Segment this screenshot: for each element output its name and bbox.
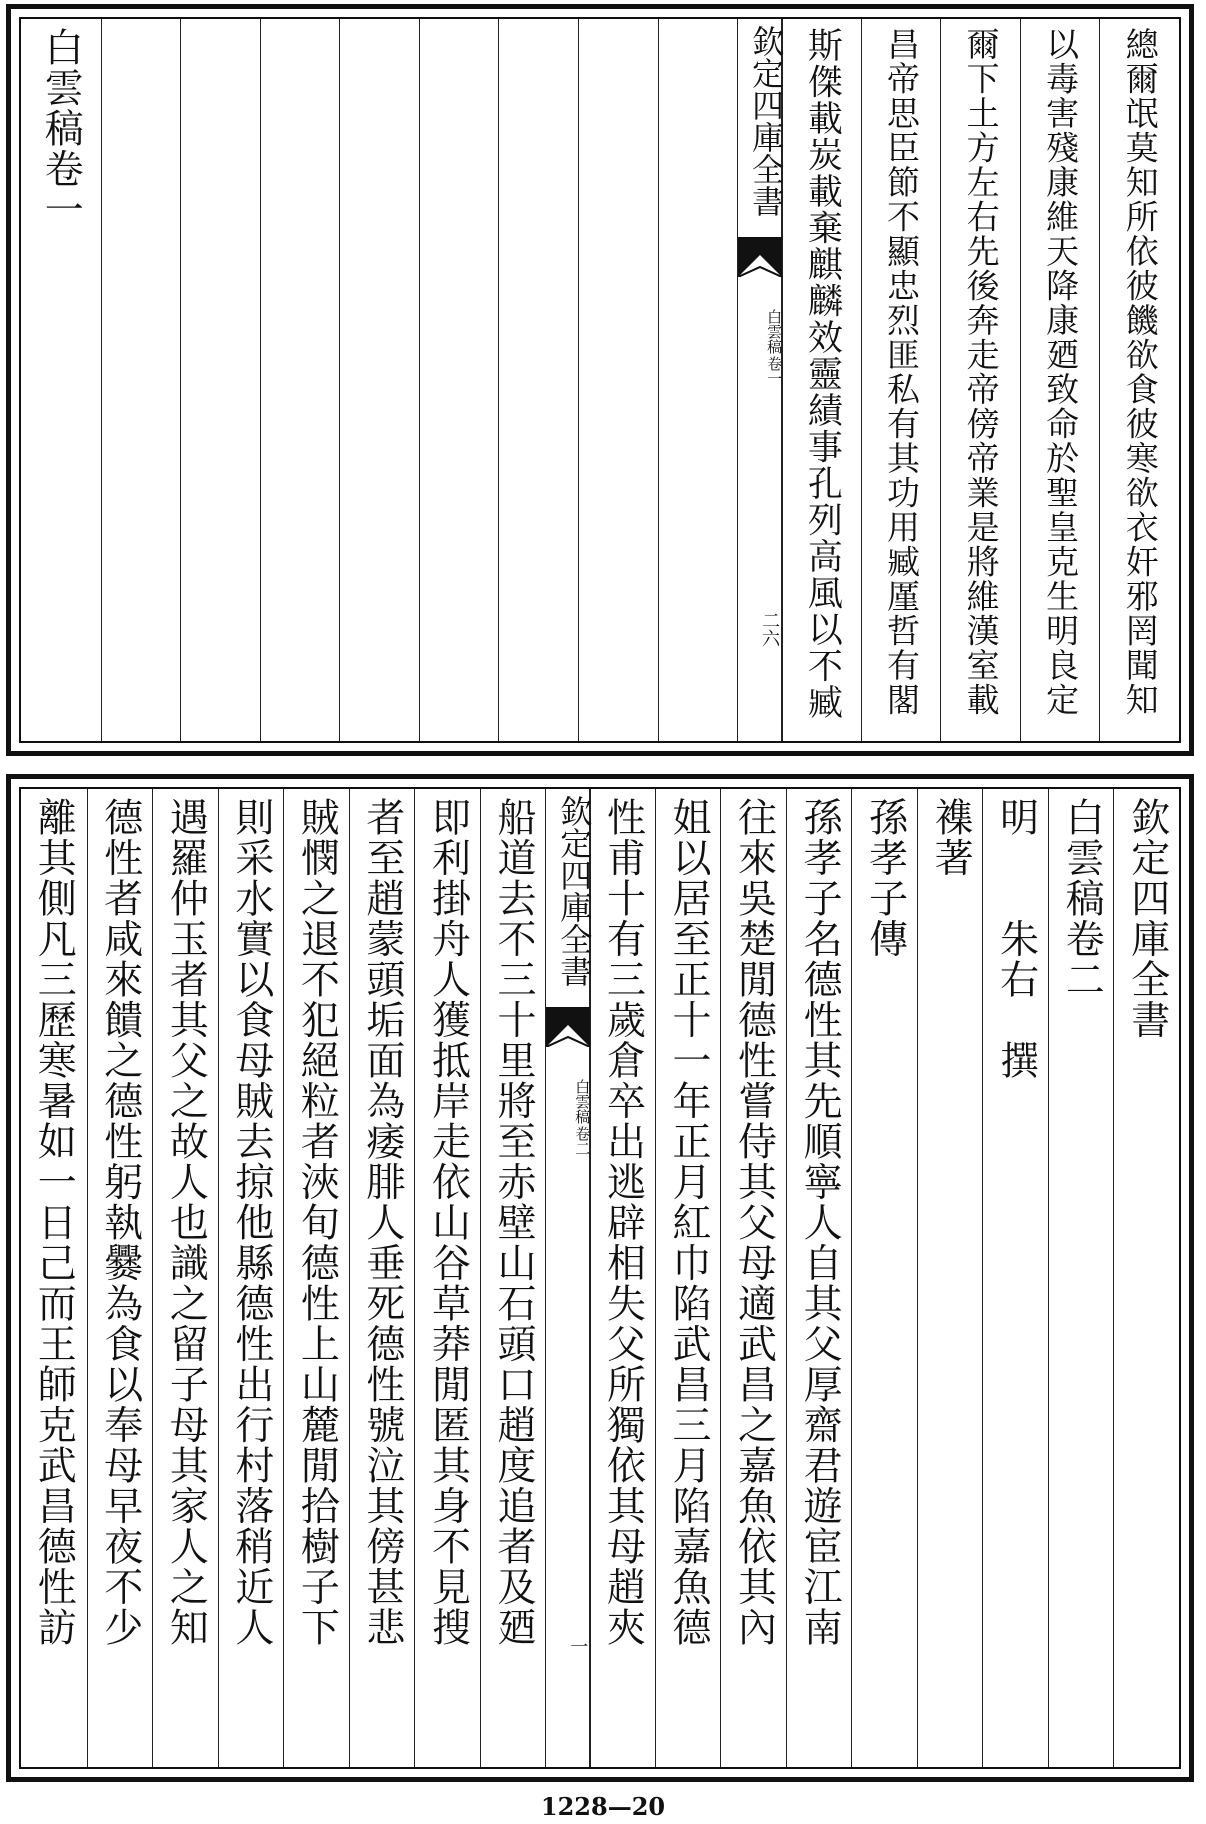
center-fold-column bbox=[545, 789, 594, 1767]
bottom-page-frame bbox=[19, 787, 1181, 1769]
text-column bbox=[1048, 789, 1115, 1767]
column-text: 姐以居至正十一年正月紅巾陷武昌三月陷嘉魚德 bbox=[666, 797, 712, 1648]
column-text: 白雲稿卷二 bbox=[1059, 797, 1105, 1000]
text-column bbox=[1099, 19, 1180, 741]
text-column bbox=[1113, 789, 1180, 1767]
fold-book-name: 白雲稿 bbox=[765, 309, 784, 354]
column-text: 離其側凡三歷寒暑如一日己而王師克武昌德性訪 bbox=[31, 797, 77, 1648]
text-column bbox=[982, 789, 1049, 1767]
text-column bbox=[786, 789, 853, 1767]
column-text: 德性者咸來饋之德性躬執爨為食以奉母早夜不少 bbox=[97, 797, 143, 1648]
fishtail-ornament bbox=[738, 237, 782, 277]
text-column bbox=[87, 789, 154, 1767]
text-column bbox=[283, 789, 350, 1767]
text-column bbox=[940, 19, 1021, 741]
text-column bbox=[589, 789, 656, 1767]
column-text: 斯傑載炭載棄麒麟效靈績事孔列高風以不臧 bbox=[802, 27, 843, 721]
text-column bbox=[578, 19, 659, 741]
text-column bbox=[101, 19, 182, 741]
text-column bbox=[498, 19, 579, 741]
fold-book-volume bbox=[738, 309, 782, 386]
column-text: 昌帝思臣節不顯忠烈匪私有其功用臧厪哲有閣 bbox=[881, 27, 921, 717]
column-text: 總爾氓莫知所依彼饑欲食彼寒欲衣奸邪罔聞知 bbox=[1120, 27, 1160, 717]
column-text: 則采水實以食母賊去掠他縣德性出行村落稍近人 bbox=[228, 797, 274, 1648]
column-text: 明 朱右 撰 bbox=[993, 797, 1039, 1081]
column-text: 即利掛舟人獲抵岸走依山谷草莽閒匿其身不見搜 bbox=[425, 797, 471, 1648]
fold-book-name: 白雲稿 bbox=[573, 1079, 592, 1124]
text-column bbox=[658, 19, 739, 741]
text-column bbox=[152, 789, 219, 1767]
column-text: 性甫十有三歲倉卒出逃辟相失父所獨依其母趙夾 bbox=[600, 797, 646, 1648]
column-text: 者至趙蒙頭垢面為痿腓人垂死德性號泣其傍甚悲 bbox=[359, 797, 405, 1648]
text-column bbox=[339, 19, 420, 741]
text-column bbox=[180, 19, 261, 741]
text-column bbox=[218, 789, 285, 1767]
column-text: 孫孝子名德性其先順寧人自其父厚齋君遊宦江南 bbox=[797, 797, 843, 1648]
fold-title: 欽定四庫全書 bbox=[747, 25, 786, 217]
fold-volume: 卷二 bbox=[573, 1126, 592, 1156]
text-column bbox=[480, 789, 547, 1767]
column-text: 孫孝子傳 bbox=[862, 797, 908, 959]
column-text: 往來吳楚閒德性嘗侍其父母適武昌之嘉魚依其內 bbox=[731, 797, 777, 1648]
text-column bbox=[851, 789, 918, 1767]
column-text: 遇羅仲玉者其父之故人也識之留子母其家人之知 bbox=[163, 797, 209, 1648]
top-page bbox=[6, 4, 1194, 756]
text-column bbox=[21, 789, 87, 1767]
fold-title: 欽定四庫全書 bbox=[555, 795, 594, 987]
text-column bbox=[655, 789, 722, 1767]
column-text: 以毒害殘康維天降康廼致命於聖皇克生明良定 bbox=[1041, 27, 1081, 717]
text-column bbox=[414, 789, 481, 1767]
text-column bbox=[861, 19, 942, 741]
text-column bbox=[21, 19, 101, 741]
fold-page-number: 一 bbox=[567, 1637, 589, 1655]
column-text: 欽定四庫全書 bbox=[1124, 797, 1170, 1040]
center-fold-column bbox=[737, 19, 786, 741]
fold-volume: 卷一 bbox=[765, 356, 784, 386]
text-column bbox=[720, 789, 787, 1767]
text-column bbox=[781, 19, 862, 741]
column-text: 襍著 bbox=[928, 797, 974, 878]
fishtail-ornament bbox=[546, 1007, 590, 1047]
page-footer-number: 1228—20 bbox=[540, 1792, 666, 1821]
text-column bbox=[419, 19, 500, 741]
text-column bbox=[917, 789, 984, 1767]
text-column bbox=[1020, 19, 1101, 741]
column-text: 賊憫之退不犯絕粒者浹旬德性上山麓閒拾樹子下 bbox=[294, 797, 340, 1648]
column-text: 船道去不三十里將至赤壁山石頭口趙度追者及廼 bbox=[490, 797, 536, 1648]
top-page-frame bbox=[19, 17, 1181, 743]
fold-page-number: 二六 bbox=[759, 611, 781, 647]
text-column bbox=[349, 789, 416, 1767]
column-text: 白雲稿卷一 bbox=[38, 27, 84, 230]
text-column bbox=[260, 19, 341, 741]
fold-book-volume bbox=[546, 1079, 590, 1156]
column-text: 爾下土方左右先後奔走帝傍帝業是將維漢室載 bbox=[961, 27, 1001, 717]
bottom-page bbox=[6, 774, 1194, 1782]
